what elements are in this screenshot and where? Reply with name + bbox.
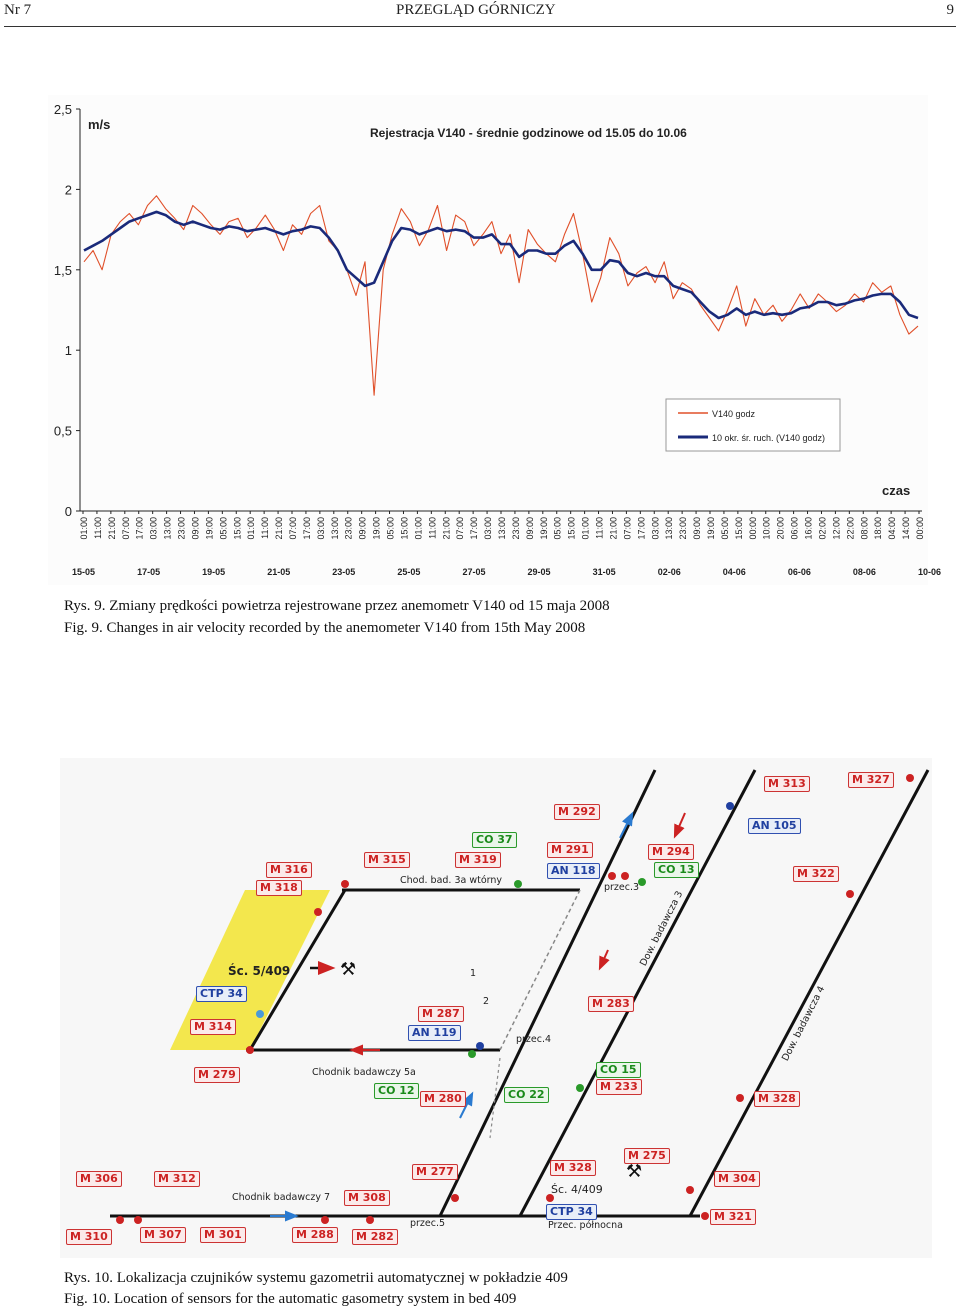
legend-label: 10 okr. śr. ruch. (V140 godz) bbox=[712, 433, 826, 443]
sensor-dot bbox=[576, 1084, 584, 1092]
sensor-dot bbox=[608, 872, 616, 880]
sensor-label: AN 105 bbox=[748, 818, 801, 834]
gallery-name-5a: Chodnik badawczy 5a bbox=[312, 1067, 416, 1078]
legend-label: V140 godz bbox=[712, 409, 756, 419]
sensor-label: M 322 bbox=[793, 866, 839, 882]
sensor-label: M 291 bbox=[547, 842, 593, 858]
sensor-label: M 306 bbox=[76, 1171, 122, 1187]
date-tick-label: 31-05 bbox=[592, 567, 616, 577]
velocity-chart-svg bbox=[48, 95, 942, 585]
hour-tick-label: 08:00 bbox=[859, 517, 870, 540]
date-tick-label: 27-05 bbox=[462, 567, 486, 577]
sensor-label: M 283 bbox=[588, 996, 634, 1012]
date-tick-label: 23-05 bbox=[332, 567, 356, 577]
y-tick-label: 0 bbox=[64, 504, 72, 519]
sensor-dot bbox=[514, 880, 522, 888]
sensor-label: M 279 bbox=[194, 1067, 240, 1083]
hour-tick-label: 14:00 bbox=[901, 517, 912, 540]
series-line-moving-average bbox=[84, 212, 918, 318]
date-tick-label: 10-06 bbox=[918, 567, 942, 577]
hour-tick-label: 09:00 bbox=[692, 517, 703, 540]
hour-tick-label: 21:00 bbox=[441, 517, 452, 540]
sensor-label: M 288 bbox=[292, 1227, 338, 1243]
hour-tick-label: 01:00 bbox=[413, 517, 424, 540]
hour-tick-label: 21:00 bbox=[608, 517, 619, 540]
hour-tick-label: 20:00 bbox=[775, 517, 786, 540]
hour-tick-label: 00:00 bbox=[915, 517, 925, 540]
hour-tick-label: 05:00 bbox=[385, 517, 396, 540]
hour-tick-label: 19:00 bbox=[706, 517, 716, 540]
y-tick-label: 0,5 bbox=[53, 423, 72, 439]
hour-tick-label: 11:00 bbox=[260, 517, 271, 539]
sensor-label: M 287 bbox=[418, 1006, 464, 1022]
airflow-arrow bbox=[620, 814, 632, 838]
airflow-arrow bbox=[600, 950, 608, 968]
figure-10-caption-en: Fig. 10. Location of sensors for the automatic gasometry system in bed 409 bbox=[64, 1291, 517, 1307]
header-rule bbox=[4, 26, 956, 27]
crosscut-label-3: przec.3 bbox=[604, 882, 640, 893]
sensor-label: M 328 bbox=[754, 1091, 800, 1107]
figure-10-caption-pl: Rys. 10. Lokalizacja czujników systemu gazometrii automatycznej w pokładzie 409 bbox=[64, 1270, 568, 1286]
hour-tick-label: 01:00 bbox=[79, 517, 89, 540]
hour-tick-label: 03:00 bbox=[148, 517, 159, 540]
sensor-dot bbox=[246, 1046, 254, 1054]
sensor-label: M 327 bbox=[848, 772, 894, 788]
date-tick-label: 25-05 bbox=[397, 567, 421, 577]
sensor-label: CTP 34 bbox=[546, 1204, 597, 1220]
sensor-dot bbox=[321, 1216, 329, 1224]
date-tick-label: 02-06 bbox=[657, 567, 681, 577]
hour-tick-label: 19:00 bbox=[538, 517, 549, 540]
sensor-dot bbox=[451, 1194, 459, 1202]
sensor-dot bbox=[314, 908, 322, 916]
legend-box bbox=[666, 399, 840, 451]
date-tick-label: 21-05 bbox=[267, 567, 291, 577]
crosscut-number-1: 1 bbox=[470, 968, 477, 979]
sensor-label: M 328 bbox=[550, 1160, 596, 1176]
hour-tick-label: 05:00 bbox=[552, 517, 563, 540]
journal-title: PRZEGLĄD GÓRNICZY bbox=[396, 2, 556, 18]
issue-number: Nr 7 bbox=[4, 2, 32, 18]
sensor-label: CO 22 bbox=[504, 1087, 549, 1103]
hour-tick-label: 13:00 bbox=[162, 517, 173, 540]
roadway-name-dow4: Dow. badawcza 4 bbox=[780, 984, 828, 1063]
sensor-label: M 304 bbox=[714, 1171, 760, 1187]
hour-tick-label: 03:00 bbox=[483, 517, 494, 540]
sensor-label: M 312 bbox=[154, 1171, 200, 1187]
hour-tick-label: 05:00 bbox=[218, 517, 229, 540]
hour-tick-label: 09:00 bbox=[190, 517, 201, 540]
sensor-dot bbox=[134, 1216, 142, 1224]
longwall-label-5-409: Śc. 5/409 bbox=[228, 964, 291, 978]
sensor-dot bbox=[846, 890, 854, 898]
hour-tick-label: 03:00 bbox=[650, 517, 661, 540]
hour-tick-label: 07:00 bbox=[288, 517, 298, 540]
sensor-label: M 318 bbox=[256, 880, 302, 896]
pick-hammer-icon: ⚒ bbox=[340, 959, 357, 980]
y-tick-label: 2,5 bbox=[53, 102, 72, 117]
hour-tick-label: 21:00 bbox=[106, 517, 117, 540]
y-tick-label: 2 bbox=[64, 182, 72, 198]
hour-tick-label: 18:00 bbox=[873, 517, 884, 540]
sensor-dot bbox=[701, 1212, 709, 1220]
sensor-dot bbox=[621, 872, 629, 880]
date-tick-label: 19-05 bbox=[202, 567, 226, 577]
hour-tick-label: 07:00 bbox=[622, 517, 633, 540]
sensor-label: CO 37 bbox=[472, 832, 517, 848]
sensor-label: M 275 bbox=[624, 1148, 670, 1164]
page-number: 9 bbox=[946, 2, 954, 18]
hour-tick-label: 23:00 bbox=[510, 517, 521, 540]
sensor-label: M 321 bbox=[710, 1209, 756, 1225]
sensor-dot bbox=[906, 774, 914, 782]
hour-tick-label: 11:00 bbox=[427, 517, 438, 539]
sensor-dot bbox=[638, 878, 646, 886]
sensor-dot bbox=[726, 802, 734, 810]
hour-tick-label: 11:00 bbox=[594, 517, 605, 539]
hour-tick-label: 15:00 bbox=[566, 517, 577, 540]
airflow-arrow bbox=[675, 813, 685, 836]
hour-tick-label: 16:00 bbox=[803, 517, 814, 540]
sensor-dot bbox=[256, 1010, 264, 1018]
figure-9-caption-pl: Rys. 9. Zmiany prędkości powietrza rejestrowane przez anemometr V140 od 15 maja 2008 bbox=[64, 598, 610, 614]
y-tick-label: 1 bbox=[64, 343, 72, 359]
sensor-label: M 316 bbox=[266, 862, 312, 878]
hour-tick-label: 03:00 bbox=[315, 517, 326, 540]
hour-tick-label: 07:00 bbox=[455, 517, 466, 540]
sensor-label: M 294 bbox=[648, 844, 694, 860]
hour-tick-label: 01:00 bbox=[246, 517, 257, 540]
hour-tick-label: 11:00 bbox=[92, 517, 103, 539]
date-tick-label: 29-05 bbox=[527, 567, 551, 577]
figure-10-map bbox=[60, 758, 932, 1258]
roadway-dow4 bbox=[690, 770, 928, 1216]
hour-tick-label: 07:00 bbox=[120, 517, 131, 540]
hour-tick-label: 23:00 bbox=[678, 517, 689, 540]
sensor-label: AN 119 bbox=[408, 1025, 461, 1041]
crosscut-label-north: Przec. północna bbox=[548, 1220, 624, 1231]
hour-tick-label: 19:00 bbox=[204, 517, 215, 540]
hour-tick-label: 00:00 bbox=[747, 517, 758, 540]
hour-tick-label: 21:00 bbox=[274, 517, 285, 540]
date-tick-label: 04-06 bbox=[722, 567, 746, 577]
hour-tick-label: 10:00 bbox=[761, 517, 772, 540]
hour-tick-label: 19:00 bbox=[371, 517, 382, 540]
sensor-label: M 277 bbox=[412, 1164, 458, 1180]
sensor-dot bbox=[341, 880, 349, 888]
crosscut-1 bbox=[500, 890, 580, 1050]
date-tick-label: 08-06 bbox=[852, 567, 876, 577]
crosscut-label-4: przec.4 bbox=[516, 1034, 552, 1045]
longwall-label-4-409: Śc. 4/409 bbox=[551, 1183, 603, 1196]
hour-tick-label: 09:00 bbox=[357, 517, 368, 540]
hour-tick-label: 15:00 bbox=[232, 517, 243, 540]
hour-tick-label: 06:00 bbox=[789, 517, 800, 540]
sensor-label: M 319 bbox=[455, 852, 501, 868]
sensor-label: CO 13 bbox=[654, 862, 699, 878]
hour-tick-label: 17:00 bbox=[134, 517, 145, 540]
hour-tick-label: 15:00 bbox=[399, 517, 410, 540]
y-tick-label: 1,5 bbox=[53, 262, 72, 278]
sensor-label: M 282 bbox=[352, 1229, 398, 1245]
hour-tick-label: 02:00 bbox=[817, 517, 828, 540]
sensor-label: M 313 bbox=[764, 776, 810, 792]
hour-tick-label: 17:00 bbox=[301, 517, 312, 540]
sensor-dot bbox=[686, 1186, 694, 1194]
sensor-label: M 307 bbox=[140, 1227, 186, 1243]
hour-tick-label: 22:00 bbox=[845, 517, 856, 540]
hour-tick-label: 17:00 bbox=[636, 517, 647, 540]
x-axis-label: czas bbox=[882, 483, 911, 498]
hour-tick-label: 01:00 bbox=[580, 517, 591, 540]
figure-9-chart bbox=[48, 95, 942, 585]
hour-tick-label: 05:00 bbox=[719, 517, 730, 540]
gallery-name-7: Chodnik badawczy 7 bbox=[232, 1192, 331, 1203]
pick-hammer-icon: ⚒ bbox=[626, 1161, 643, 1182]
sensor-label: CTP 34 bbox=[196, 986, 247, 1002]
date-tick-label: 06-06 bbox=[787, 567, 811, 577]
sensor-label: M 301 bbox=[200, 1227, 246, 1243]
sensor-label: M 280 bbox=[420, 1091, 466, 1107]
gallery-name-3a: Chod. bad. 3a wtórny bbox=[400, 875, 503, 886]
sensor-label: M 308 bbox=[344, 1190, 390, 1206]
sensor-label: M 292 bbox=[554, 804, 600, 820]
y-axis-label: m/s bbox=[88, 117, 111, 132]
sensor-dot bbox=[736, 1094, 744, 1102]
sensor-label: AN 118 bbox=[547, 863, 600, 879]
sensor-label: M 310 bbox=[66, 1229, 112, 1245]
roadway-name-dow3: Dow. badawcza 3 bbox=[638, 889, 686, 968]
hour-tick-label: 23:00 bbox=[343, 517, 354, 540]
series-line-hourly bbox=[84, 196, 918, 395]
figure-9-caption-en: Fig. 9. Changes in air velocity recorded by the anemometer V140 from 15th May 2008 bbox=[64, 620, 586, 636]
sensor-label: M 314 bbox=[190, 1019, 236, 1035]
hour-tick-label: 09:00 bbox=[524, 517, 535, 540]
sensor-dot bbox=[476, 1042, 484, 1050]
sensor-label: CO 12 bbox=[374, 1083, 419, 1099]
hour-tick-label: 13:00 bbox=[497, 517, 507, 540]
hour-tick-label: 12:00 bbox=[831, 517, 842, 540]
sensor-label: M 315 bbox=[364, 852, 410, 868]
hour-tick-label: 13:00 bbox=[329, 517, 340, 540]
sensor-label: M 233 bbox=[596, 1079, 642, 1095]
hour-tick-label: 23:00 bbox=[176, 517, 187, 540]
hour-tick-label: 04:00 bbox=[887, 517, 898, 540]
date-tick-label: 15-05 bbox=[72, 567, 96, 577]
date-tick-label: 17-05 bbox=[137, 567, 161, 577]
hour-tick-label: 13:00 bbox=[664, 517, 675, 540]
crosscut-label-5: przec.5 bbox=[410, 1218, 446, 1229]
sensor-dot bbox=[366, 1216, 374, 1224]
sensor-dot bbox=[468, 1050, 476, 1058]
sensor-label: CO 15 bbox=[596, 1062, 641, 1078]
hour-tick-label: 15:00 bbox=[733, 517, 744, 540]
chart-title: Rejestracja V140 - średnie godzinowe od 15.05 do 10.06 bbox=[370, 126, 687, 140]
sensor-dot bbox=[116, 1216, 124, 1224]
crosscut-number-2: 2 bbox=[483, 996, 490, 1007]
hour-tick-label: 17:00 bbox=[469, 517, 480, 540]
